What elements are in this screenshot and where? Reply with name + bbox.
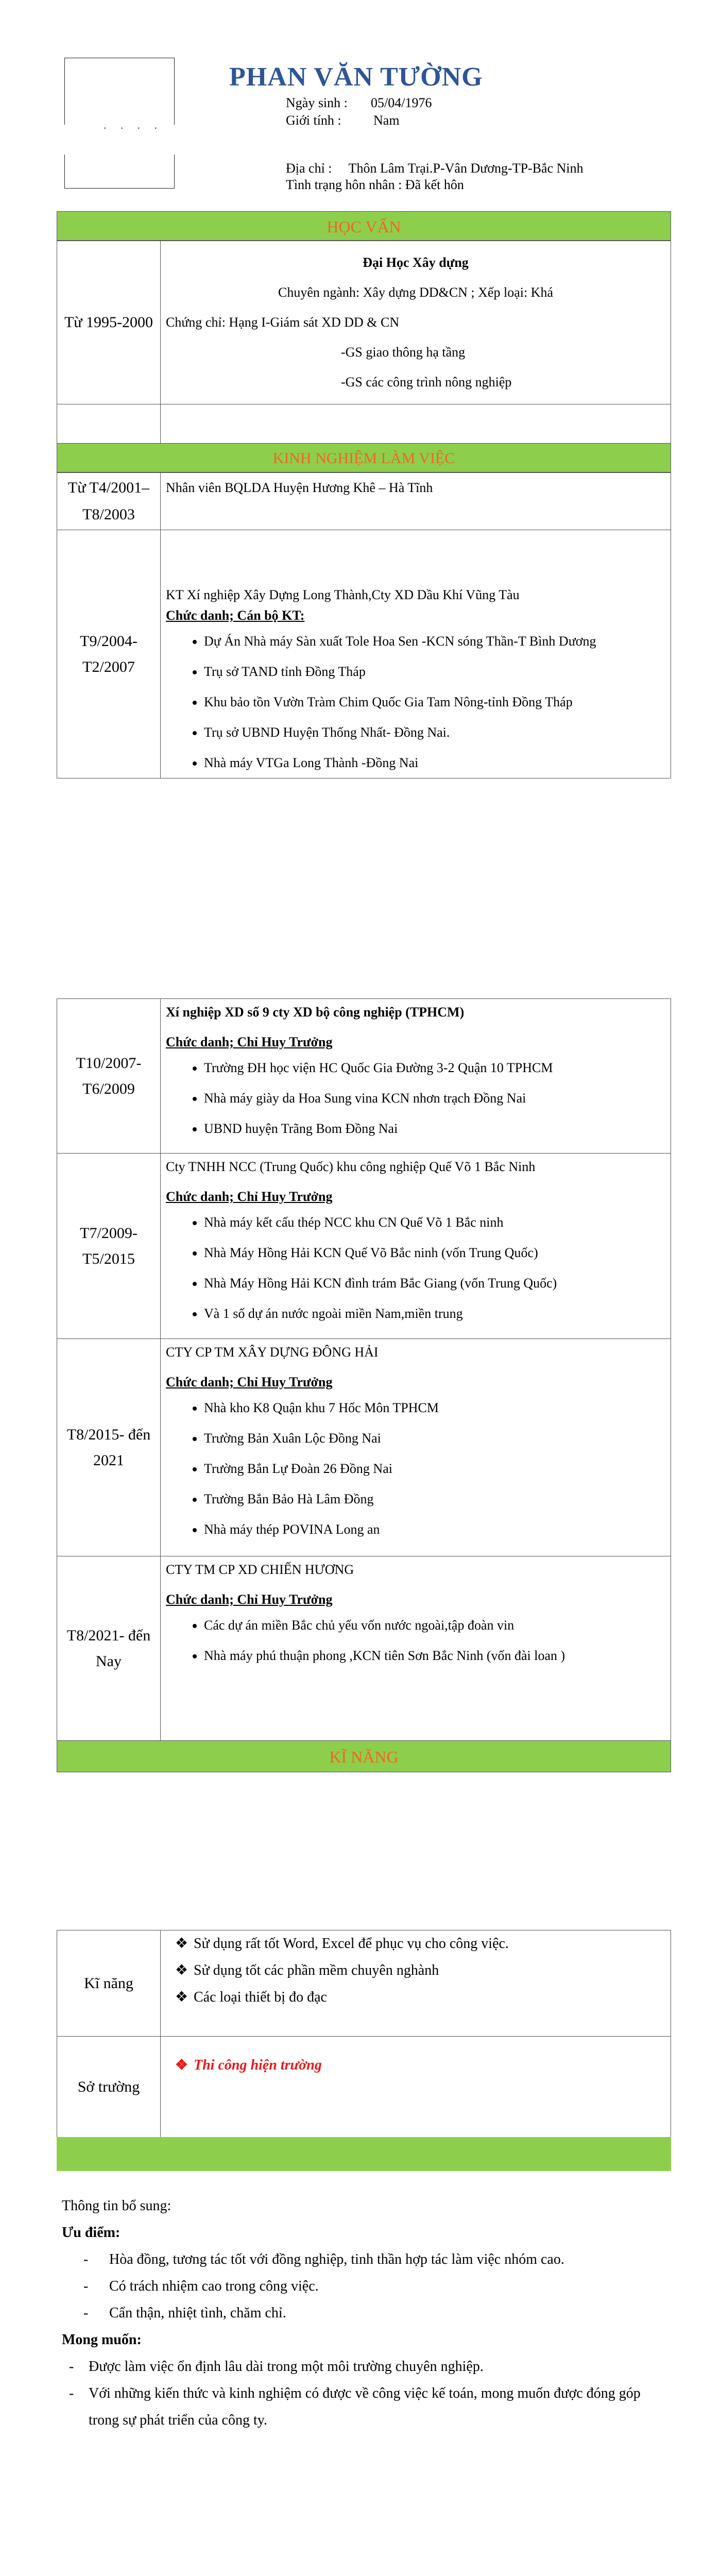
experience-period: T8/2021- đến Nay xyxy=(57,1556,161,1741)
experience-company: Nhân viên BQLDA Huyện Hương Khê – Hà Tĩnh xyxy=(161,472,671,530)
education-period: Từ 1995-2000 xyxy=(57,241,161,404)
strength-entry: - Hòa đồng, tương tác tốt với đồng nghiệp, tinh thần hợp tác làm việc nhóm cao. xyxy=(83,2251,564,2267)
experience-role: Chức danh; Chỉ Huy Trưởng xyxy=(166,1035,333,1049)
list-item: • Trường Bắn Lự Đoàn 26 Đồng Nai xyxy=(204,1453,665,1484)
diamond-bullet-icon: ❖ xyxy=(175,1936,188,1952)
experience-role: Chức danh; Chỉ Huy Trưởng xyxy=(166,1375,333,1389)
experience-heading: KINH NGHIỆM LÀM VIỆC xyxy=(57,443,671,473)
experience-company: KT Xí nghiệp Xây Dựng Long Thành,Cty XD Dầu Khí Vũng Tàu xyxy=(166,587,520,602)
wish-entry: - Được làm việc ổn định lâu dài trong một môi trường chuyên nghiệp. xyxy=(69,2359,484,2375)
skills-table xyxy=(57,1930,671,2138)
gender-label: Giới tính : xyxy=(286,113,341,128)
gender-value: Nam xyxy=(373,113,400,128)
list-item: • Nhà kho K8 Quận khu 7 Hốc Môn TPHCM xyxy=(204,1393,665,1423)
address: Địa chỉ : Thôn Lâm Trại.P-Vân Dương-TP-Bắc Ninh xyxy=(286,161,583,176)
dob-value: 05/04/1976 xyxy=(371,95,432,110)
experience-details xyxy=(161,1154,671,1339)
school-name: Đại Học Xây dựng xyxy=(363,255,469,270)
education-heading: HỌC VẤN xyxy=(57,211,671,241)
certificate-line: -GS giao thông hạ tầng xyxy=(341,344,466,360)
list-item: • Và 1 số dự án nước ngoài miền Nam,miền trung xyxy=(204,1298,665,1329)
strength-cell xyxy=(161,2037,671,2138)
list-item: • UBND huyện Trãng Bom Đồng Nai xyxy=(204,1113,665,1144)
experience-role: Chức danh; Cán bộ KT: xyxy=(166,608,305,623)
list-item: • Nhà máy giày da Hoa Sung vina KCN nhơn trạch Đồng Nai xyxy=(204,1083,665,1113)
experience-role: Chức danh; Chỉ Huy Trưởng xyxy=(166,1189,333,1204)
list-item: • Trụ sở UBND Huyện Thống Nhất- Đồng Nai. xyxy=(204,717,665,748)
experience-table-2 xyxy=(57,998,671,1741)
experience-company: CTY CP TM XÂY DỰNG ĐÔNG HẢI xyxy=(166,1345,379,1360)
major: Chuyên ngành: Xây dựng DD&CN ; Xếp loại: Khá xyxy=(278,284,553,300)
list-item: • Trường Bản Xuân Lộc Đồng Nai xyxy=(204,1423,665,1453)
marital-status: Tình trạng hôn nhân : Đã kết hôn xyxy=(286,177,464,192)
skill-item: ❖ Sử dụng rất tốt Word, Excel để phục vụ cho công việc. xyxy=(166,1930,665,1957)
list-item: • Các dự án miền Bắc chủ yếu vốn nước ngoài,tập đoàn vin xyxy=(204,1610,665,1640)
dob-label: Ngày sinh : xyxy=(286,95,348,110)
experience-period: T7/2009-T5/2015 xyxy=(57,1154,161,1339)
experience-period: Từ T4/2001–T8/2003 xyxy=(57,472,161,530)
list-item: • Dự Án Nhà máy Sàn xuất Tole Hoa Sen -KCN sóng Thần-T Bình Dương xyxy=(204,626,665,656)
experience-period: T9/2004-T2/2007 xyxy=(57,530,161,778)
skills-heading: KĨ NĂNG xyxy=(57,1740,671,1772)
experience-period: T10/2007-T6/2009 xyxy=(57,999,161,1154)
empty-cell xyxy=(161,404,671,444)
list-item: • Trụ sở TAND tỉnh Đồng Tháp xyxy=(204,656,665,687)
experience-role: Chức danh; Chỉ Huy Trưởng xyxy=(166,1592,333,1607)
experience-details xyxy=(161,1556,671,1741)
skills-footer-bar xyxy=(57,2137,671,2171)
list-item: • Nhà Máy Hồng Hải KCN đình trám Bắc Giang (vốn Trung Quốc) xyxy=(204,1268,665,1298)
experience-period: T8/2015- đến 2021 xyxy=(57,1339,161,1556)
skills-list xyxy=(161,1930,671,2037)
experience-company: Cty TNHH NCC (Trung Quốc) khu công nghiệp Quế Võ 1 Bắc Ninh xyxy=(166,1159,536,1174)
experience-details xyxy=(161,1339,671,1556)
list-item: • Nhà máy phú thuận phong ,KCN tiên Sơn Bắc Ninh (vốn đài loan ) xyxy=(204,1640,665,1671)
diamond-bullet-icon: ❖ xyxy=(175,2057,188,2073)
additional-title: Thông tin bổ sung: xyxy=(62,2198,171,2214)
list-item: • Nhà Máy Hồng Hải KCN Quế Võ Bắc ninh (vốn Trung Quốc) xyxy=(204,1238,665,1268)
skill-item: ❖ Các loại thiết bị đo đạc xyxy=(166,1984,665,2011)
list-item: • Trường Bắn Bảo Hà Lâm Đồng xyxy=(204,1484,665,1514)
strength-entry: - Cẩn thận, nhiệt tình, chăm chỉ. xyxy=(83,2305,286,2321)
wish-entry: - Với những kiến thức và kinh nghiệm có được về công việc kế toán, mong muốn được đóng góp trong sự phát triển của công ty. xyxy=(69,2385,641,2428)
diamond-bullet-icon: ❖ xyxy=(175,1989,188,2005)
list-item: • Nhà máy kết cấu thép NCC khu CN Quế Võ 1 Bắc ninh xyxy=(204,1207,665,1238)
list-item: • Trường ĐH học viện HC Quốc Gia Đường 3-2 Quận 10 TPHCM xyxy=(204,1053,665,1083)
strengths-title: Ưu điểm: xyxy=(62,2225,121,2241)
experience-company: CTY TM CP XD CHIẾN HƯƠNG xyxy=(166,1562,354,1577)
experience-details xyxy=(161,530,671,778)
list-item: • Nhà máy thép POVINA Long an xyxy=(204,1514,665,1545)
strength-item: ❖ Thi công hiện trường xyxy=(166,2055,665,2076)
experience-table-1 xyxy=(57,472,671,778)
skills-label: Kĩ năng xyxy=(57,1930,161,2037)
education-table xyxy=(57,240,671,444)
strength-label: Sở trường xyxy=(57,2037,161,2138)
skill-item: ❖ Sử dụng tốt các phần mềm chuyên nghành xyxy=(166,1957,665,1984)
education-details xyxy=(161,241,671,404)
certificate-line: -GS các công trình nông nghiệp xyxy=(341,374,512,389)
diamond-bullet-icon: ❖ xyxy=(175,1962,188,1978)
experience-details xyxy=(161,999,671,1154)
certificate: Chứng chỉ: Hạng I-Giám sát XD DD & CN xyxy=(166,314,400,330)
candidate-name: PHAN VĂN TƯỜNG xyxy=(229,62,483,92)
experience-company: Xí nghiệp XD số 9 cty XD bộ công nghiệp (TPHCM) xyxy=(166,1005,465,1020)
list-item: • Khu bảo tồn Vườn Tràm Chim Quốc Gia Tam Nông-tỉnh Đồng Tháp xyxy=(204,687,665,717)
empty-cell xyxy=(57,404,161,444)
photo-placeholder-icon: · · · · xyxy=(103,122,163,134)
wishes-title: Mong muốn: xyxy=(62,2332,142,2348)
list-item: • Nhà máy VTGa Long Thành -Đồng Nai xyxy=(204,748,665,778)
strength-entry: - Có trách nhiệm cao trong công việc. xyxy=(83,2278,319,2294)
additional-info xyxy=(62,2193,654,2434)
